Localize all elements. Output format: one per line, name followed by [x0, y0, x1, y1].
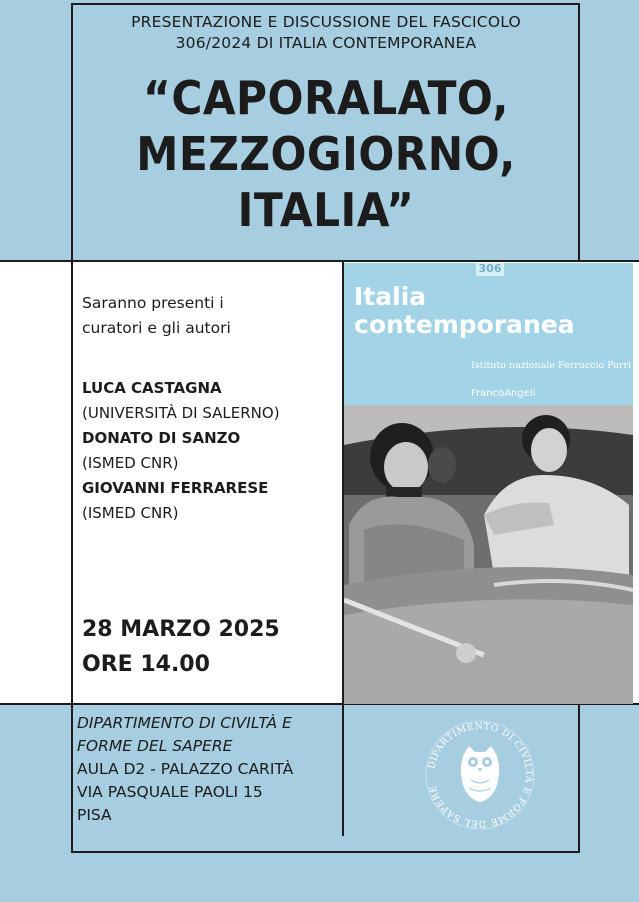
- event-date: 28 MARZO 2025: [82, 617, 280, 642]
- speaker-affiliation: (UNIVERSITÀ DI SALERNO): [82, 404, 280, 422]
- cover-issue-number: 306: [476, 263, 504, 276]
- venue-info: [77, 712, 293, 827]
- intro-text: [82, 291, 332, 341]
- speaker-name: LUCA CASTAGNA: [82, 379, 222, 397]
- logo-ring-text: DIPARTIMENTO DI CIVILTÀ E FORME DEL SAPERE: [426, 720, 535, 830]
- department-line-1: DIPARTIMENTO DI CIVILTÀ E: [77, 714, 292, 732]
- speaker-name: DONATO DI SANZO: [82, 429, 241, 447]
- frame-top-line: [72, 3, 580, 5]
- venue-room: AULA D2 - PALAZZO CARITÀ: [77, 760, 294, 778]
- department-logo: [419, 714, 541, 836]
- cover-photo: [344, 405, 633, 704]
- title-line-3: ITALIA”: [237, 183, 415, 237]
- cover-institute: Istituto nazionale Ferruccio Parri: [471, 360, 632, 371]
- title-line-2: MEZZOGIORNO,: [136, 127, 516, 181]
- title-line-1: “CAPORALATO,: [143, 71, 509, 125]
- cover-publisher: FrancoAngeli: [471, 388, 536, 399]
- cover-title-line-1: Italia: [354, 282, 427, 311]
- journal-cover: [344, 263, 633, 704]
- speaker-name: GIOVANNI FERRARESE: [82, 479, 269, 497]
- department-line-2: FORME DEL SAPERE: [77, 737, 233, 755]
- header: [72, 12, 580, 238]
- intro-line-1: Saranno presenti i: [82, 294, 224, 312]
- frame-right-bottom-line: [578, 704, 580, 853]
- frame-bottom-line: [72, 851, 580, 853]
- intro-line-2: curatori e gli autori: [82, 319, 231, 337]
- event-title: [92, 70, 559, 238]
- event-datetime: [82, 612, 280, 682]
- owl-icon: [461, 746, 499, 802]
- venue-city: PISA: [77, 806, 112, 824]
- event-time: ORE 14.00: [82, 652, 210, 677]
- venue-street: VIA PASQUALE PAOLI 15: [77, 783, 263, 801]
- speaker-affiliation: (ISMED CNR): [82, 454, 179, 472]
- subtitle-line-2: 306/2024 DI ITALIA CONTEMPORANEA: [175, 34, 477, 52]
- subtitle-line-1: PRESENTAZIONE E DISCUSSIONE DEL FASCICOLO: [131, 13, 521, 31]
- speaker-list: [82, 376, 342, 526]
- frame-upper-divider: [0, 260, 639, 262]
- cover-title: [354, 283, 575, 339]
- speaker-affiliation: (ISMED CNR): [82, 504, 179, 522]
- cover-title-line-2: contemporanea: [354, 310, 575, 339]
